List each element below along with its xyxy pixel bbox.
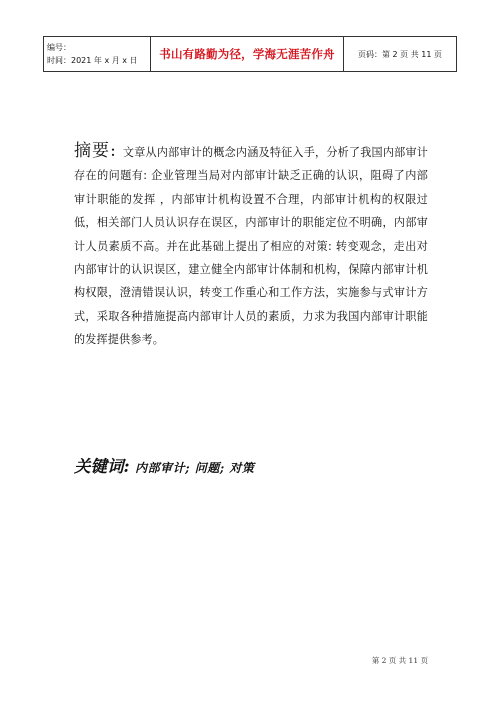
header-table (43, 36, 457, 72)
footer-page-info: 第 2 页 共 11 页 (371, 656, 428, 665)
abstract-text: 文章从内部审计的概念内涵及特征入手，分析了我国内部审计存在的问题有: 企业管理当局对内部审计缺乏正确的认识，阻碍了内部审计职能的发挥 ，内部审计机构设置不合理，内部审计机构的权限过低，相关部门人员认识存在误区，内部审计的职能定位不明确，内部审计人员素质不高。并在此基础上提出了相应的对策: 转变观念，走出对内部审计的认识误区，建立健全内部审计体制和机构，保障内部审计机构权限，澄清错误认识，转变工作重心和工作方法，实施参与式审计方式，采取各种措施提高内部审计人员的素质，力求为我国内部审计职能的发挥提供参考。 (74, 146, 428, 347)
header-left-cell (44, 37, 151, 72)
header-page-info: 页码：第 2 页 共 11 页 (344, 37, 457, 72)
keywords-line (74, 453, 428, 477)
header-motto: 书山有路勤为径，学海无涯苦作舟 (151, 37, 344, 72)
document-number-label: 编号： (47, 43, 71, 52)
abstract-label: 摘要: (74, 141, 117, 161)
document-time-label: 时间：2021 年 x 月 x 日 (47, 56, 138, 65)
keywords-text: 内部审计; 问题; 对策 (135, 461, 255, 475)
abstract-paragraph (74, 140, 428, 352)
keywords-label: 关键词: (74, 457, 130, 476)
